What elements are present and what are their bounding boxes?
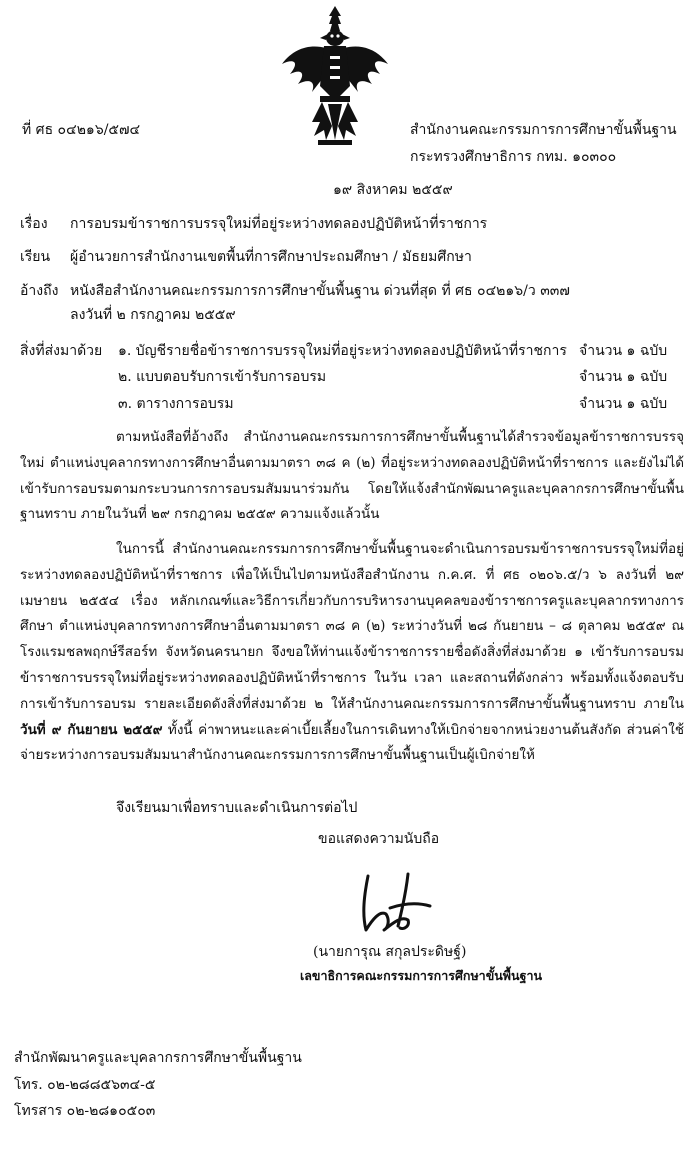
enclosure-item-3: ๓. ตารางการอบรม	[118, 396, 234, 412]
enclosure-item-1: ๑. บัญชีรายชื่อข้าราชการบรรจุใหม่ที่อยู่ระหว่างทดลองปฏิบัติหน้าที่ราชการ	[118, 343, 567, 359]
recipient-label: เรียน	[20, 249, 51, 265]
recipient-text: ผู้อำนวยการสำนักงานเขตพื้นที่การศึกษาประถมศึกษา / มัธยมศึกษา	[70, 249, 472, 265]
reference-line-2: ลงวันที่ ๒ กรกฎาคม ๒๕๕๙	[70, 307, 236, 323]
body-paragraph-2-text-b: ทั้งนี้ ค่าพาหนะและค่าเบี้ยเลี้ยงในการเดินทางให้เบิกจ่ายจากหน่วยงานต้นสังกัด ส่วนค่าใช้จ่ายระหว่างการอบรมสัมมนาสำนักงานคณะกรรมการการศึกษาขั้นพื้นฐานเป็นผู้เบิกจ่ายให้	[20, 721, 684, 764]
reference-line-1: หนังสือสำนักงานคณะกรรมการการศึกษาขั้นพื้นฐาน ด่วนที่สุด ที่ ศธ ๐๔๒๑๖/ว ๓๓๗	[70, 283, 570, 299]
office-address: กระทรวงศึกษาธิการ กทม. ๑๐๓๐๐	[410, 149, 617, 165]
body-paragraph-2-text-a: ในการนี้ สำนักงานคณะกรรมการการศึกษาขั้นพื้นฐานจะดำเนินการอบรมข้าราชการบรรจุใหม่ที่อยู่ระหว่างทดลองปฏิบัติหน้าที่ราชการ เพื่อให้เป็นไปตามหนังสือสำนักงาน ก.ค.ศ. ที่ ศธ ๐๒๐๖.๕/ว ๖ ลงวันที่ ๒๙ เมษายน ๒๕๕๔ เรื่อง หลักเกณฑ์และวิธีการเกี่ยวกับการบริหารงานบุคคลของข้าราชการครูและบุคลากรทางการศึกษา ตำแหน่งบุคลากรทางการศึกษาอื่นตามมาตรา ๓๘ ค (๒) ระหว่างวันที่ ๒๘ กันยายน – ๘ ตุลาคม ๒๕๕๙ ณ โรงแรมชลพฤกษ์รีสอร์ท จังหวัดนครนายก จึงขอให้ท่านแจ้งข้าราชการรายชื่อดังสิ่งที่ส่งมาด้วย ๑ เข้ารับการอบรมข้าราชการบรรจุใหม่ที่อยู่ระหว่างทดลองปฏิบัติหน้าที่ราชการ ในวัน เวลา และสถานที่ดังกล่าว พร้อมทั้งแจ้งตอบรับการเข้ารับการอบรม รายละเอียดดังสิ่งที่ส่งมาด้วย ๒ ให้สำนักงานคณะกรรมการการศึกษาขั้นพื้นฐานทราบ ภายใน	[20, 541, 684, 712]
subject-label: เรื่อง	[20, 216, 48, 232]
response-deadline: วันที่ ๙ กันยายน ๒๕๕๙	[20, 721, 163, 738]
signatory-position: เลขาธิการคณะกรรมการการศึกษาขั้นพื้นฐาน	[300, 968, 543, 983]
body-paragraph-1	[20, 425, 684, 528]
enclosure-item-2: ๒. แบบตอบรับการเข้ารับการอบรม	[118, 369, 327, 385]
enclosures-label: สิ่งที่ส่งมาด้วย	[20, 343, 103, 359]
enclosure-qty-3: จำนวน ๑ ฉบับ	[579, 396, 668, 412]
reference-label: อ้างถึง	[20, 283, 59, 299]
document-date: ๑๙ สิงหาคม ๒๕๕๙	[333, 182, 453, 198]
footer-fax: โทรสาร ๐๒-๒๘๑๐๕๐๓	[14, 1103, 156, 1119]
body-paragraph-1-text: ตามหนังสือที่อ้างถึง สำนักงานคณะกรรมการการศึกษาขั้นพื้นฐานได้สำรวจข้อมูลข้าราชการบรรจุใหม่ ตำแหน่งบุคลากรทางการศึกษาอื่นตามมาตรา ๓๘ ค (๒) ที่อยู่ระหว่างทดลองปฏิบัติหน้าที่ราชการ และยังไม่ได้เข้ารับการอบรมตามกระบวนการการอบรมสัมมนาร่วมกัน โดยให้แจ้งสำนักพัฒนาครูและบุคลากรการศึกษาขั้นพื้นฐานทราบ ภายในวันที่ ๒๙ กรกฎาคม ๒๕๕๙ ความแจ้งแล้วนั้น	[20, 429, 684, 523]
closing-sentence: จึงเรียนมาเพื่อทราบและดำเนินการต่อไป	[116, 800, 358, 816]
enclosure-qty-1: จำนวน ๑ ฉบับ	[579, 343, 668, 359]
footer-phone: โทร. ๐๒-๒๘๘๕๖๓๔-๕	[14, 1077, 156, 1093]
subject-text: การอบรมข้าราชการบรรจุใหม่ที่อยู่ระหว่างทดลองปฏิบัติหน้าที่ราชการ	[70, 216, 488, 232]
enclosure-qty-2: จำนวน ๑ ฉบับ	[579, 369, 668, 385]
document-reference-number: ที่ ศธ ๐๔๒๑๖/๕๗๔	[22, 122, 141, 138]
regards-text: ขอแสดงความนับถือ	[318, 831, 440, 847]
body-paragraph-2	[20, 537, 684, 769]
signatory-name: (นายการุณ สกุลประดิษฐ์)	[313, 944, 467, 960]
footer-department: สำนักพัฒนาครูและบุคลากรการศึกษาขั้นพื้นฐาน	[14, 1050, 302, 1066]
handwritten-signature-icon	[350, 870, 460, 940]
garuda-emblem-icon	[280, 4, 390, 152]
office-name: สำนักงานคณะกรรมการการศึกษาขั้นพื้นฐาน	[410, 122, 677, 138]
